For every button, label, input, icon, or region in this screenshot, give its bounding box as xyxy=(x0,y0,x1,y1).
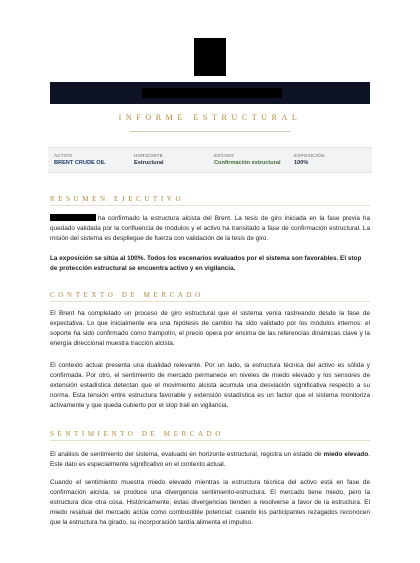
sentimiento-paragraph-2: Cuando el sentimiento muestra miedo elevado mientras la estructura técnica del activo está en fase de confirmación alcista, se produce una divergencia sentimiento-estructura. El mercado tiene miedo, pero la estructura dice otra cosa. Históricamente, estas divergencias tienden a resolverse a favor de la estructura. El miedo residual del mercado actúa como combustible potencial: cuando los participantes rezagados reconocen que la estructura ha girado, su incorporación tardía alimenta el impulso. xyxy=(50,479,370,526)
section-divider xyxy=(50,205,370,206)
sentimiento-p1-c: . Este dato es especialmente significativo en el contexto actual. xyxy=(50,451,371,468)
resumen-paragraph-1 xyxy=(50,214,370,244)
section-heading-sentimiento: SENTIMIENTO DE MERCADO xyxy=(50,430,224,438)
logo-redacted xyxy=(194,38,226,76)
info-value: Estructural xyxy=(134,160,164,166)
resumen-p1-text: ha confirmado la estructura alcista del Brent. La tesis de giro iniciada en la fase previa ha quedado validada por la confluencia de módulos y el activo ha transitado a fase de confirmación estructural. La misión del sistema es despliegue de fuerza con validación de la tesis de giro. xyxy=(50,215,370,242)
report-title: INFORME ESTRUCTURAL xyxy=(118,113,302,122)
info-label: ESTADO xyxy=(214,153,234,158)
header-banner xyxy=(50,82,370,104)
contexto-paragraph-1: El Brent ha completado un proceso de giro estructural que el sistema venía rastreando desde la fase de expectativa. Lo que inicialmente era una hipótesis de cambio ha sido validado por los módulos internos: el soporte ha sido confirmado como trampolín, el precio opera por encima de las referencias dinámicas clave y la energía direccional muestra tracción alcista. xyxy=(50,310,370,347)
contexto-paragraph-2: El contexto actual presenta una dualidad relevante. Por un lado, la estructura técnica del activo es sólida y confirmada. Por otro, el sentimiento de mercado permanece en niveles de miedo elevado y los sensores de extensión estadística detectan que el movimiento alcista acumula una desviación significativa respecto a su norma. Esta tensión entre estructura favorable y extensión estadística es un factor que el sistema monitoriza activamente y que queda cubierto por el stop trail en vigilancia. xyxy=(50,362,370,409)
section-heading-resumen: RESUMEN EJECUTIVO xyxy=(50,195,185,203)
info-label: ACTIVO xyxy=(54,153,73,158)
info-horizonte xyxy=(134,153,164,166)
info-value: BRENT CRUDE OIL xyxy=(54,160,106,166)
info-label: HORIZONTE xyxy=(134,153,163,158)
redacted-name xyxy=(50,214,96,221)
section-heading-contexto: CONTEXTO DE MERCADO xyxy=(50,291,204,299)
info-value: 100% xyxy=(294,160,309,166)
section-divider xyxy=(50,440,370,441)
banner-redacted-text xyxy=(142,88,282,98)
sentimiento-paragraph-1 xyxy=(50,450,370,470)
resumen-paragraph-2: La exposición se sitúa al 100%. Todos los escenarios evaluados por el sistema son favorables. El stop de protección estructural se encuentra activo y en vigilancia. xyxy=(50,255,362,272)
info-activo xyxy=(54,153,106,166)
info-estado xyxy=(214,153,281,166)
info-exposicion xyxy=(294,153,325,166)
section-divider xyxy=(50,301,370,302)
sentimiento-p1-a: El análisis de sentimiento del sistema, evaluado en horizonte estructural, registra un estado de xyxy=(50,451,324,458)
title-divider xyxy=(130,131,290,132)
info-value: Confirmación estructural xyxy=(214,160,281,166)
info-label: EXPOSICIÓN xyxy=(294,153,325,158)
info-bar xyxy=(48,147,372,173)
sentimiento-p1-emphasis: miedo elevado xyxy=(323,451,369,458)
